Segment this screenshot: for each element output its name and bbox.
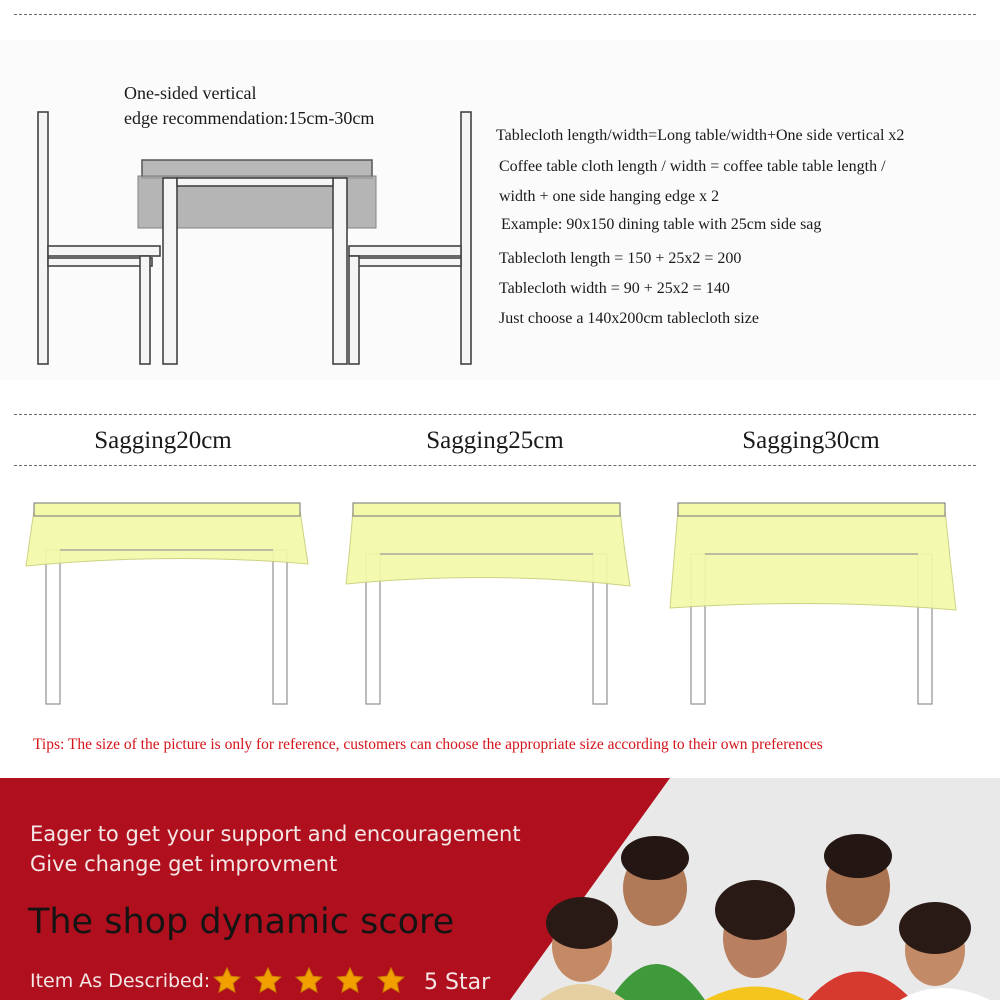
rating-stars — [212, 966, 417, 996]
formula-line-1: Tablecloth length/width=Long table/width+One side vertical x2 — [496, 127, 905, 144]
rating-text: 5 Star — [424, 970, 491, 995]
formula-line-4: Example: 90x150 dining table with 25cm side sag — [501, 216, 822, 233]
formula-line-7: Just choose a 140x200cm tablecloth size — [499, 310, 759, 327]
annotation-line-2: edge recommendation:15cm-30cm — [124, 108, 375, 128]
sagging-divider-top — [14, 414, 976, 415]
banner-line-2: Give change get improvment — [30, 852, 338, 876]
sagging-title-20: Sagging20cm — [94, 427, 232, 454]
sagging-title-30: Sagging30cm — [742, 427, 880, 454]
star-icon — [253, 966, 283, 996]
formula-line-3: width + one side hanging edge x 2 — [499, 188, 720, 205]
sagging-title-25: Sagging25cm — [426, 427, 564, 454]
shop-score-title: The shop dynamic score — [28, 902, 455, 942]
star-icon — [212, 966, 242, 996]
star-icon — [376, 966, 406, 996]
banner-line-1: Eager to get your support and encouragement — [30, 822, 521, 846]
formula-line-6: Tablecloth width = 90 + 25x2 = 140 — [499, 280, 730, 297]
banner-red-shape — [0, 778, 1000, 1000]
sagging-divider-bottom — [14, 465, 976, 466]
tips-note: Tips: The size of the picture is only for reference, customers can choose the appropriate size according to their own preferences — [33, 736, 823, 753]
top-divider — [14, 14, 976, 15]
sagging-illustrations — [0, 490, 1000, 710]
star-icon — [335, 966, 365, 996]
formula-line-2: Coffee table cloth length / width = coffee table table length / — [499, 158, 886, 175]
formula-line-5: Tablecloth length = 150 + 25x2 = 200 — [499, 250, 742, 267]
star-icon — [294, 966, 324, 996]
annotation-line-1: One-sided vertical — [124, 83, 257, 103]
item-described-label: Item As Described: — [30, 970, 211, 992]
table-sag-25 — [346, 503, 630, 704]
table-sag-20 — [26, 503, 308, 704]
shop-score-banner — [0, 778, 1000, 1000]
table-sag-30 — [670, 503, 956, 704]
